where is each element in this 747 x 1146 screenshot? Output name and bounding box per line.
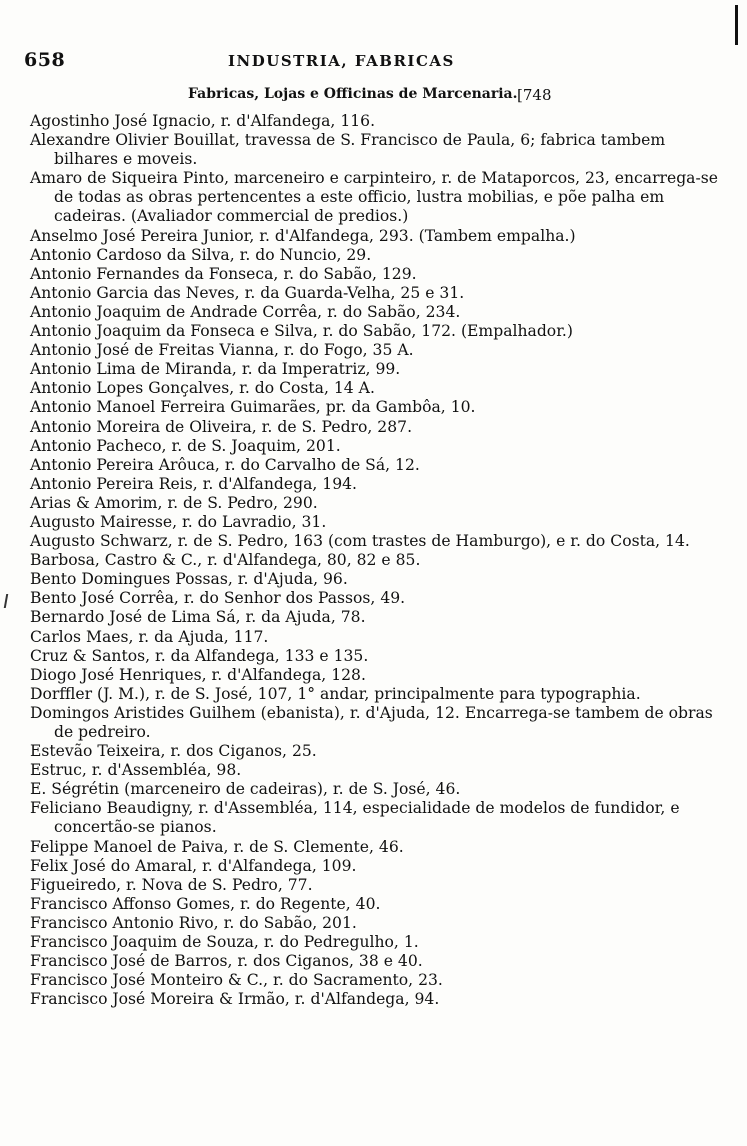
list-item: Amaro de Siqueira Pinto, marceneiro e carpinteiro, r. de Mataporcos, 23, encarrega-se de todas as obras pertencentes a este officio, lustra mobilias, e põe palha em cadeiras. (Avaliador commercial de predios.) — [30, 169, 718, 226]
list-item: Bento José Corrêa, r. do Senhor dos Passos, 49. — [30, 589, 406, 608]
list-item: Augusto Schwarz, r. de S. Pedro, 163 (com trastes de Hamburgo), e r. do Costa, 14. — [30, 532, 690, 551]
list-item: Francisco Joaquim de Souza, r. do Pedregulho, 1. — [30, 933, 419, 952]
directory-list — [30, 112, 720, 1009]
margin-mark — [4, 594, 8, 608]
list-item: Antonio Lopes Gonçalves, r. do Costa, 14 A. — [30, 379, 375, 398]
list-item: Felix José do Amaral, r. d'Alfandega, 109. — [30, 856, 357, 875]
section-title: Fabricas, Lojas e Officinas de Marcenaria. — [188, 86, 518, 102]
list-item: Antonio Joaquim de Andrade Corrêa, r. do Sabão, 234. — [30, 302, 461, 321]
list-item: Anselmo José Pereira Junior, r. d'Alfandega, 293. (Tambem empalha.) — [30, 226, 576, 245]
list-item: Antonio Pereira Arôuca, r. do Carvalho de Sá, 12. — [30, 455, 420, 474]
list-item: Agostinho José Ignacio, r. d'Alfandega, 116. — [30, 112, 376, 130]
margin-rule — [735, 5, 738, 45]
list-item: Francisco Antonio Rivo, r. do Sabão, 201. — [30, 913, 357, 932]
list-item: Barbosa, Castro & C., r. d'Alfandega, 80, 82 e 85. — [30, 551, 421, 570]
list-item: Francisco José Moreira & Irmão, r. d'Alfandega, 94. — [30, 990, 440, 1009]
list-item: Feliciano Beaudigny, r. d'Assembléa, 114, especialidade de modelos de fundidor, e concertão-se pianos. — [30, 799, 680, 837]
list-item: Antonio Pacheco, r. de S. Joaquim, 201. — [30, 436, 341, 455]
list-item: Figueiredo, r. Nova de S. Pedro, 77. — [30, 875, 313, 894]
list-item: Alexandre Olivier Bouillat, travessa de S. Francisco de Paula, 6; fabrica tambem bilhares e moveis. — [30, 131, 666, 169]
list-item: Cruz & Santos, r. da Alfandega, 133 e 135. — [30, 646, 369, 665]
list-item: Francisco José de Barros, r. dos Ciganos, 38 e 40. — [30, 952, 423, 971]
page-number: 658 — [24, 49, 66, 71]
list-item: Dorffler (J. M.), r. de S. José, 107, 1° andar, principalmente para typographia. — [30, 684, 641, 703]
list-item: Antonio Manoel Ferreira Guimarães, pr. da Gambôa, 10. — [30, 398, 476, 417]
list-item: Francisco José Monteiro & C., r. do Sacramento, 23. — [30, 971, 443, 990]
list-item: Estevão Teixeira, r. dos Ciganos, 25. — [30, 742, 317, 761]
list-item: Arias & Amorim, r. de S. Pedro, 290. — [30, 493, 318, 512]
list-item: Antonio José de Freitas Vianna, r. do Fogo, 35 A. — [30, 341, 414, 360]
list-item: Antonio Lima de Miranda, r. da Imperatriz, 99. — [30, 360, 401, 379]
list-item: Antonio Cardoso da Silva, r. do Nuncio, 29. — [30, 245, 372, 264]
section-ref: [748 — [517, 86, 552, 104]
list-item: Domingos Aristides Guilhem (ebanista), r. d'Ajuda, 12. Encarrega-se tambem de obras de pedreiro. — [30, 703, 713, 741]
list-item: E. Ségrétin (marceneiro de cadeiras), r. de S. José, 46. — [30, 780, 461, 799]
list-item: Antonio Fernandes da Fonseca, r. do Sabão, 129. — [30, 264, 417, 283]
list-item: Bento Domingues Possas, r. d'Ajuda, 96. — [30, 570, 348, 589]
list-item: Carlos Maes, r. da Ajuda, 117. — [30, 627, 269, 646]
list-item: Diogo José Henriques, r. d'Alfandega, 128. — [30, 665, 366, 684]
running-head: INDUSTRIA, FABRICAS — [228, 52, 455, 70]
list-item: Bernardo José de Lima Sá, r. da Ajuda, 78. — [30, 608, 366, 627]
list-item: Felippe Manoel de Paiva, r. de S. Clemente, 46. — [30, 837, 404, 856]
list-item: Francisco Affonso Gomes, r. do Regente, 40. — [30, 894, 381, 913]
list-item: Antonio Pereira Reis, r. d'Alfandega, 194. — [30, 474, 358, 493]
list-item: Augusto Mairesse, r. do Lavradio, 31. — [30, 512, 327, 531]
list-item: Antonio Joaquim da Fonseca e Silva, r. do Sabão, 172. (Empalhador.) — [30, 322, 573, 341]
list-item: Antonio Moreira de Oliveira, r. de S. Pedro, 287. — [30, 417, 413, 436]
list-item: Estruc, r. d'Assembléa, 98. — [30, 761, 242, 780]
list-item: Antonio Garcia das Neves, r. da Guarda-Velha, 25 e 31. — [30, 283, 465, 302]
